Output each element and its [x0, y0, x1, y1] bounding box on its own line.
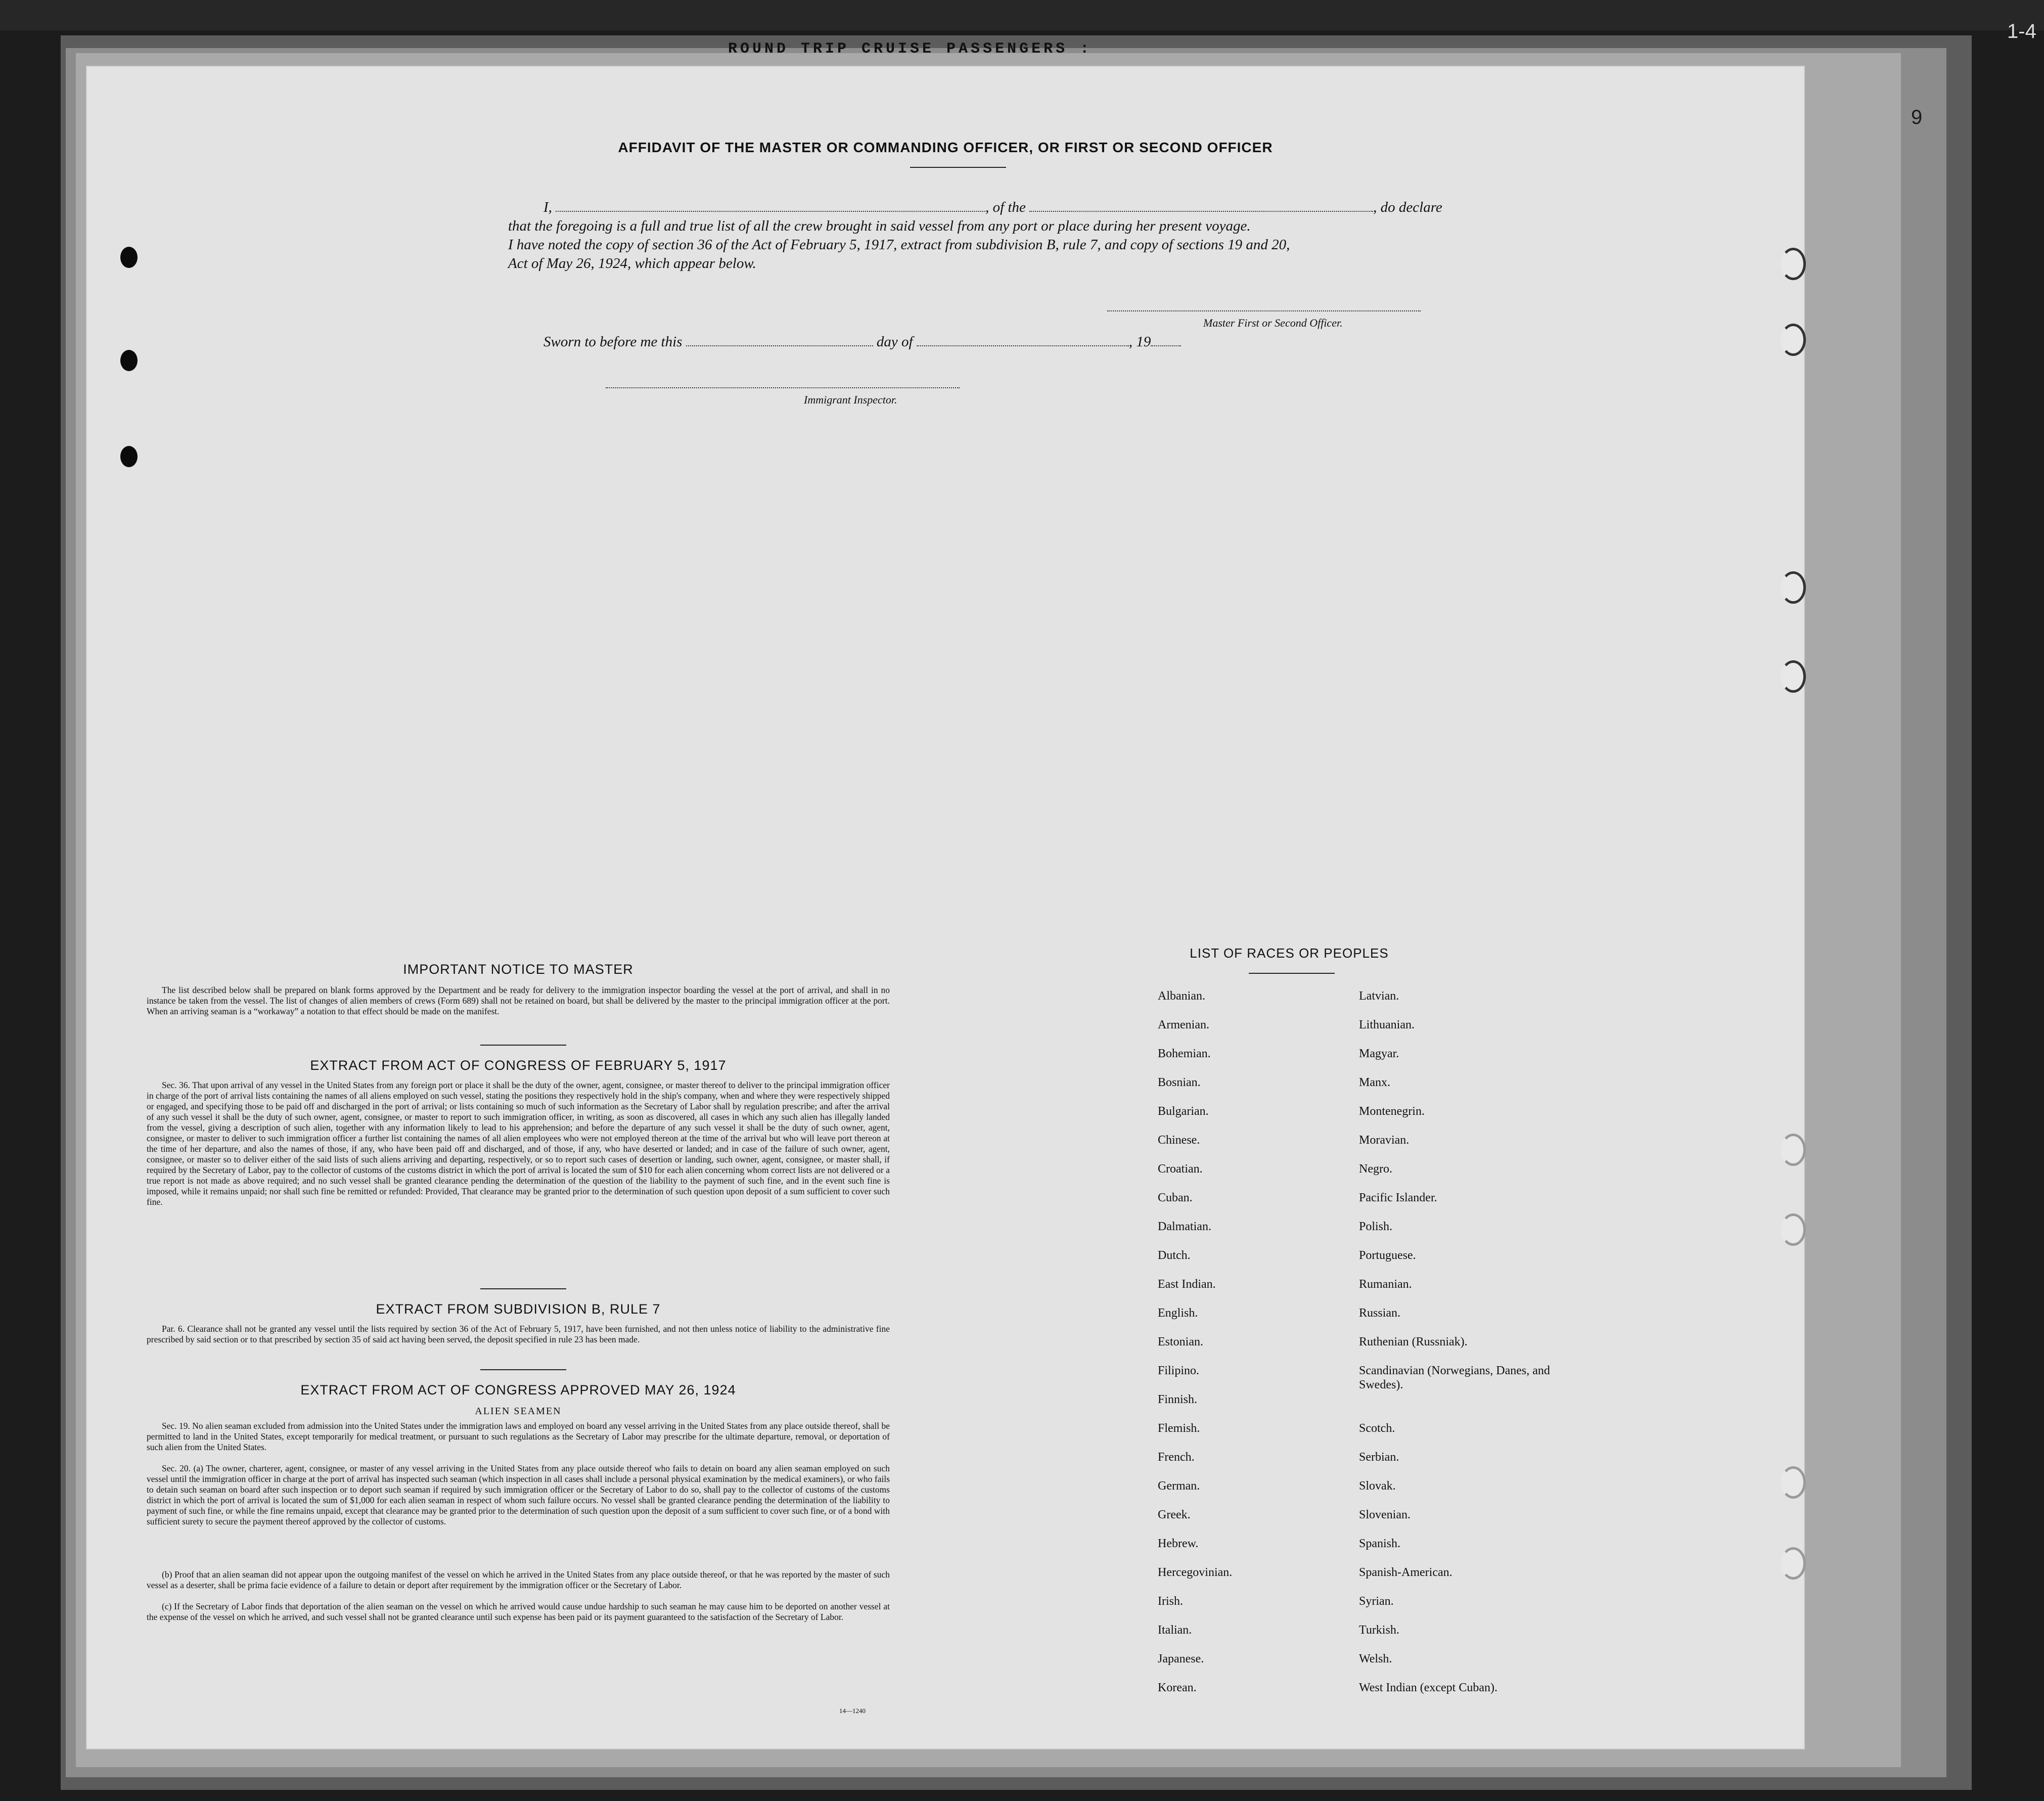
race-item: Hebrew. [1158, 1537, 1199, 1550]
inspector-caption: Immigrant Inspector. [804, 393, 897, 406]
punch-hole [120, 247, 138, 268]
race-item: French. [1158, 1451, 1195, 1464]
header-stamp: ROUND TRIP CRUISE PASSENGERS : [728, 40, 1093, 58]
race-item: Croatian. [1158, 1162, 1203, 1176]
race-item: Moravian. [1359, 1134, 1410, 1147]
affidavit-line-1 [508, 198, 1529, 217]
race-item: Chinese. [1158, 1134, 1200, 1147]
affidavit-line-3: I have noted the copy of section 36 of the Act of February 5, 1917, extract from subdivision B, rule 7, and copy of sections 19 and 20, [508, 237, 1290, 253]
master-name-field[interactable] [556, 211, 985, 212]
race-item: Montenegrin. [1359, 1105, 1425, 1118]
race-item: Rumanian. [1359, 1278, 1412, 1291]
divider [480, 1288, 566, 1289]
alien-seamen-subheading: ALIEN SEAMEN [475, 1406, 562, 1417]
race-item: East Indian. [1158, 1278, 1216, 1291]
rule-7-heading: EXTRACT FROM SUBDIVISION B, RULE 7 [376, 1301, 661, 1317]
binder-ring-hole [1781, 1547, 1806, 1580]
race-item: Bulgarian. [1158, 1105, 1209, 1118]
race-item: Bohemian. [1158, 1047, 1211, 1060]
race-item: Irish. [1158, 1595, 1183, 1608]
race-item: Portuguese. [1359, 1249, 1416, 1262]
binder-ring-hole [1781, 1466, 1806, 1499]
year-prefix: , 19 [1128, 334, 1151, 350]
affidavit-i: I, [543, 199, 552, 215]
race-item: Polish. [1359, 1220, 1393, 1233]
sworn-month-field[interactable] [917, 345, 1129, 346]
extract-1917-heading: EXTRACT FROM ACT OF CONGRESS OF FEBRUARY 5, 1917 [310, 1058, 726, 1073]
rule-7-text: Par. 6. Clearance shall not be granted any vessel until the lists required by section 36 of the Act of February 5, 1917, have been furnished, and not then unless notice of liability to the administrative fine prescribed by said section or to that prescribed by section 35 of said act having been served, the deposit specified in rule 23 has been made. [147, 1324, 890, 1344]
sworn-text: Sworn to before me this [543, 334, 683, 350]
sworn-line [508, 333, 1368, 351]
form-number: 14—1240 [839, 1707, 866, 1715]
race-item: Estonian. [1158, 1335, 1203, 1348]
race-item: Dutch. [1158, 1249, 1191, 1262]
race-item: Negro. [1359, 1162, 1392, 1176]
extract-1917-text: Sec. 36. That upon arrival of any vessel in the United States from any foreign port or place it shall be the duty of the owner, agent, consignee, or master thereof to deliver to the principal immigration officer in charge of the port of arrival lists containing the names of all aliens employed on such vessel, stating the positions they respectively hold in the ship's company, when and where they were respectively shipped or engaged, and specifying those to be paid off and discharged in the port of arrival; or lists containing so much of such information as the Secretary of Labor shall by regulation prescribe; and after the arrival of any such vessel it shall be the duty of such owner, agent, consignee, or master to report to such immigration officer, in writing, as soon as discovered, all cases in which any such alien has illegally landed from the vessel, giving a description of such alien, together with any information likely to lead to his apprehension; and before the departure of any such vessel it shall be the duty of such owner, agent, consignee, or master to deliver to such immigration officer a further list containing the names of all alien employees who were not employed thereon at the time of the arrival but who will leave port thereon at the time of her departure, and also the names of those, if any, who have been paid off and discharged, and of those, if any, who have deserted or landed; and in case of the failure of such owner, agent, consignee, or master so to deliver either of the said lists of such aliens arriving and departing, respectively, or so to report such cases of desertion or landing, such owner, agent, consignee, or master shall, if required by the Secretary of Labor, pay to the collector of customs of the customs district in which the port of arrival is located the sum of $10 for each alien concerning whom correct lists are not delivered or a true report is not made as above required; and no such vessel shall be granted clearance pending the determination of the question of the liability to the payment of such fine, and in the event such fine is imposed, while it remains unpaid; nor shall such fine be remitted or refunded: Provided, That clearance may be granted prior to the determination of such question upon deposit of a sum sufficient to cover such fine. [147, 1080, 890, 1207]
form-sheet [86, 66, 1805, 1749]
race-item: Syrian. [1359, 1595, 1394, 1608]
race-item: Spanish-American. [1359, 1566, 1452, 1579]
binder-ring-hole [1781, 1134, 1806, 1166]
race-item: Slovenian. [1359, 1508, 1411, 1521]
sworn-year-field[interactable] [1151, 345, 1181, 346]
binder-ring-hole [1781, 571, 1806, 604]
race-item: Hercegovinian. [1158, 1566, 1233, 1579]
race-item: Japanese. [1158, 1652, 1204, 1665]
corner-mark: 1-4 [2007, 20, 2036, 42]
race-item: English. [1158, 1307, 1198, 1320]
extract-1924-sec20a: Sec. 20. (a) The owner, charterer, agent, consignee, or master of any vessel arriving in the United States from any place outside thereof who fails to detain on board any alien seaman employed on such vessel until the immigration officer in charge at the port of arrival has inspected such seaman (which inspection in all cases shall include a personal physical examination by the medical examiners), or who fails to detain such seaman on board after such inspection or to deport such seaman if required by such immigration officer or the Secretary of Labor to do so, shall pay to the collector of customs of the customs district in which the port of arrival is located the sum of $1,000 for each alien seaman in respect of whom such failure occurs. No vessel shall be granted clearance pending the determination of the liability to payment of such fine, or while the fine remains unpaid, except that clearance may be granted prior to the determination of such question upon the deposit of a sum sufficient to cover such fine, or of a bond with sufficient surety to secure the payment thereof approved by the collector of customs. [147, 1463, 890, 1526]
race-item: Albanian. [1158, 989, 1205, 1003]
race-item: Slovak. [1359, 1479, 1396, 1493]
race-item: Lithuanian. [1359, 1018, 1415, 1031]
race-item: Ruthenian (Russniak). [1359, 1335, 1468, 1348]
extract-1924-sec20c: (c) If the Secretary of Labor finds that deportation of the alien seaman on the vessel on which he arrived would cause undue hardship to such seaman he may cause him to be deported on another vessel at the expense of the vessel on which he arrived, and such vessel shall not be granted clearance until such expense has been paid or its payment guaranteed to the satisfaction of the Secretary of Labor. [147, 1601, 890, 1622]
master-signature-line[interactable] [1107, 310, 1421, 311]
race-item: Flemish. [1158, 1422, 1200, 1435]
race-item: West Indian (except Cuban). [1359, 1681, 1497, 1694]
race-item: Scandinavian (Norwegians, Danes, and Swedes). [1359, 1364, 1550, 1391]
day-of-text: day of [876, 334, 913, 350]
race-item: Bosnian. [1158, 1076, 1201, 1089]
race-item: Cuban. [1158, 1191, 1193, 1204]
race-item: Filipino. [1158, 1364, 1200, 1377]
affidavit-title: AFFIDAVIT OF THE MASTER OR COMMANDING OFFICER, OR FIRST OR SECOND OFFICER [618, 140, 1273, 155]
race-item: Welsh. [1359, 1652, 1392, 1665]
divider [910, 167, 1006, 168]
top-strip [0, 0, 2044, 30]
affidavit-do-declare: , do declare [1373, 199, 1442, 215]
binder-ring-hole [1781, 324, 1806, 356]
extract-1924-heading: EXTRACT FROM ACT OF CONGRESS APPROVED MAY 26, 1924 [300, 1382, 736, 1398]
race-item: Greek. [1158, 1508, 1191, 1521]
race-item: Scotch. [1359, 1422, 1395, 1435]
race-item: Spanish. [1359, 1537, 1401, 1550]
race-item: Dalmatian. [1158, 1220, 1211, 1233]
race-item: Armenian. [1158, 1018, 1209, 1031]
affidavit-line-4: Act of May 26, 1924, which appear below. [508, 255, 756, 272]
affidavit-line-2: that the foregoing is a full and true list of all the crew brought in said vessel from any port or place during her present voyage. [508, 218, 1251, 234]
race-item: Russian. [1359, 1307, 1401, 1320]
race-item: Turkish. [1359, 1624, 1399, 1637]
punch-hole [120, 446, 138, 467]
inspector-signature-line[interactable] [606, 387, 960, 388]
race-item: Pacific Islander. [1359, 1191, 1437, 1204]
divider [480, 1369, 566, 1370]
sworn-day-field[interactable] [686, 345, 873, 346]
extract-1924-sec19: Sec. 19. No alien seaman excluded from admission into the United States under the immigration laws and employed on board any vessel arriving in the United States from any place outside thereof, shall be permitted to land in the United States, except temporarily for medical treatment, or pursuant to such regulations as the Secretary of Labor may prescribe for the ultimate departure, removal, or deportation of such alien from the United States. [147, 1421, 890, 1452]
page-number: 9 [1911, 106, 1923, 128]
race-item: Finnish. [1158, 1393, 1198, 1406]
vessel-name-field[interactable] [1029, 211, 1373, 212]
affidavit-of-the: , of the [985, 199, 1026, 215]
race-item: Magyar. [1359, 1047, 1399, 1060]
race-item: Serbian. [1359, 1451, 1399, 1464]
race-item: Manx. [1359, 1076, 1390, 1089]
race-item: German. [1158, 1479, 1200, 1493]
affidavit-declaration [508, 198, 1529, 273]
binder-ring-hole [1781, 1213, 1806, 1246]
divider [480, 1045, 566, 1046]
divider [1249, 973, 1335, 974]
race-item: Korean. [1158, 1681, 1197, 1694]
race-item: Latvian. [1359, 989, 1399, 1003]
master-caption: Master First or Second Officer. [1203, 317, 1343, 329]
binder-ring-hole [1781, 660, 1806, 693]
race-item: Italian. [1158, 1624, 1192, 1637]
races-title: LIST OF RACES OR PEOPLES [1190, 945, 1389, 961]
binder-ring-hole [1781, 248, 1806, 280]
punch-hole [120, 350, 138, 371]
notice-heading: IMPORTANT NOTICE TO MASTER [403, 962, 633, 977]
notice-text: The list described below shall be prepared on blank forms approved by the Department and be ready for delivery to the immigration inspector boarding the vessel at the port of arrival, and shall in no instance be taken from the vessel. The list of changes of alien members of crews (Form 689) shall not be retained on board, but shall be delivered by the master to the principal immigration officer at the port. When an arriving seaman is a “workaway” a notation to that effect should be made on the manifest. [147, 985, 890, 1016]
extract-1924-sec20b: (b) Proof that an alien seaman did not appear upon the outgoing manifest of the vessel on which he arrived in the United States from any place outside thereof, or that he was reported by the master of such vessel as a deserter, shall be prima facie evidence of a failure to detain or deport after requirement by the immigration officer or the Secretary of Labor. [147, 1569, 890, 1590]
